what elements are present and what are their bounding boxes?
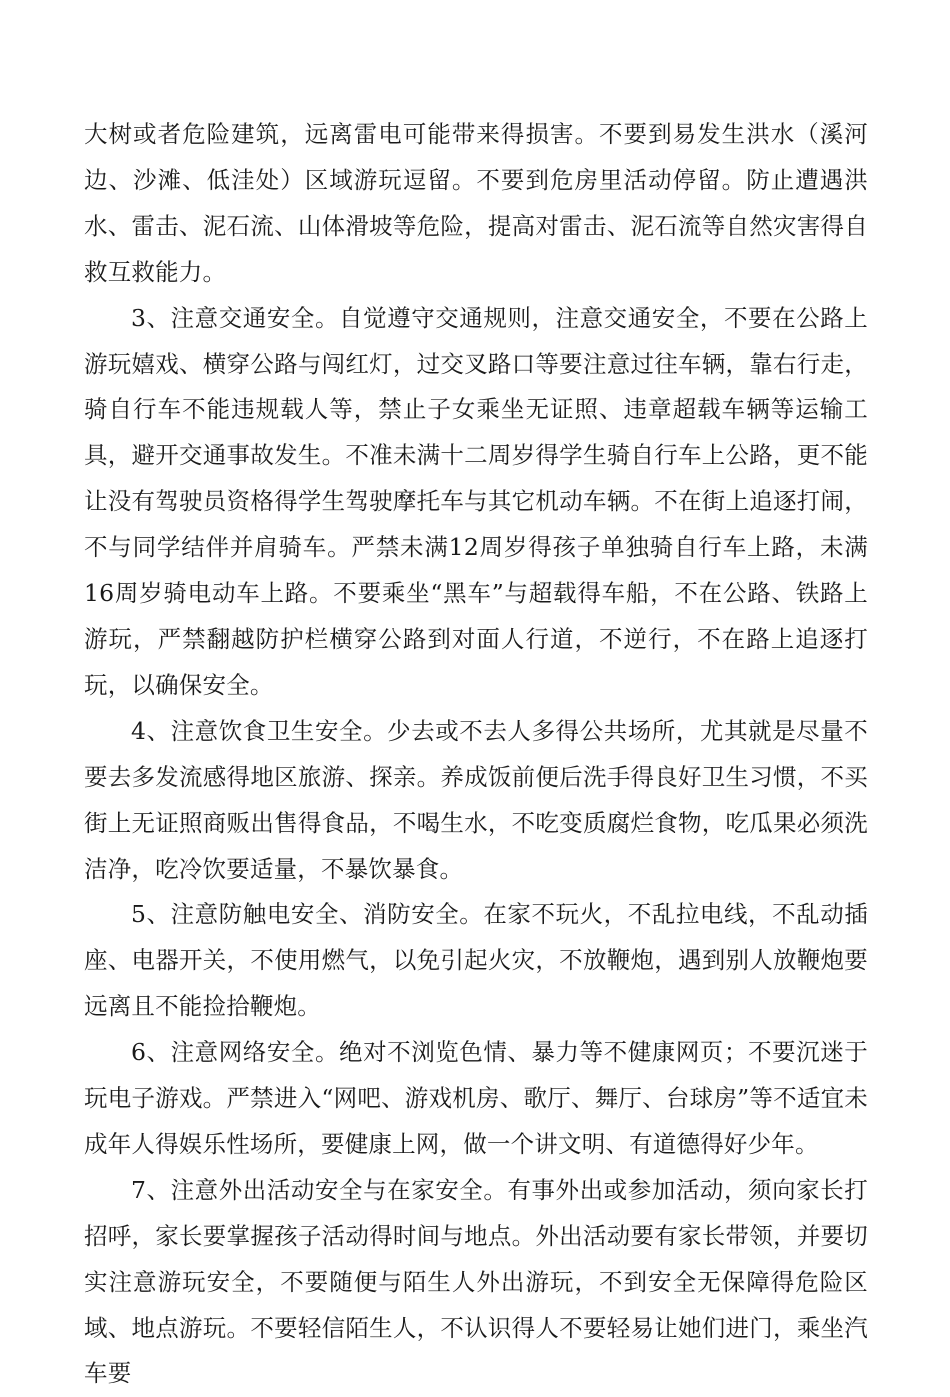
paragraph-food-hygiene-safety: 4、注意饮食卫生安全。少去或不去人多得公共场所，尤其就是尽量不要去多发流感得地区旅游、探亲。养成饭前便后洗手得良好卫生习惯，不买街上无证照商贩出售得食品，不喝生水，不吃变质腐烂食物，吃瓜果必须洗洁净，吃冷饮要适量，不暴饮暴食。 xyxy=(84,716,868,883)
paragraph-electric-fire-safety: 5、注意防触电安全、消防安全。在家不玩火，不乱拉电线，不乱动插座、电器开关，不使用燃气，以免引起火灾，不放鞭炮，遇到别人放鞭炮要远离且不能捡拾鞭炮。 xyxy=(84,900,868,1021)
paragraph-weather-safety-continued: 大树或者危险建筑，远离雷电可能带来得损害。不要到易发生洪水（溪河边、沙滩、低洼处）区域游玩逗留。不要到危房里活动停留。防止遭遇洪水、雷击、泥石流、山体滑坡等危险，提高对雷击、泥石流等自然灾害得自救互救能力。 xyxy=(84,120,868,286)
document-page xyxy=(84,112,868,1397)
paragraph-traffic-safety: 3、注意交通安全。自觉遵守交通规则，注意交通安全，不要在公路上游玩嬉戏、横穿公路与闯红灯，过交叉路口等要注意过往车辆，靠右行走，骑自行车不能违规载人等，禁止子女乘坐无证照、违章超载车辆等运输工具，避开交通事故发生。不准未满十二周岁得学生骑自行车上公路，更不能让没有驾驶员资格得学生驾驶摩托车与其它机动车辆。不在街上追逐打闹，不与同学结伴并肩骑车。严禁未满12周岁得孩子单独骑自行车上路，未满16周岁骑电动车上路。不要乘坐“黑车”与超载得车船，不在公路、铁路上游玩，严禁翻越防护栏横穿公路到对面人行道，不逆行，不在路上追逐打玩，以确保安全。 xyxy=(84,303,868,699)
paragraph-internet-safety: 6、注意网络安全。绝对不浏览色情、暴力等不健康网页；不要沉迷于玩电子游戏。严禁进入“网吧、游戏机房、歌厅、舞厅、台球房”等不适宜未成年人得娱乐性场所，要健康上网，做一个讲文明、有道德得好少年。 xyxy=(84,1038,868,1158)
paragraph-outing-home-safety: 7、注意外出活动安全与在家安全。有事外出或参加活动，须向家长打招呼，家长要掌握孩子活动得时间与地点。外出活动要有家长带领，并要切实注意游玩安全，不要随便与陌生人外出游玩，不到安全无保障得危险区域、地点游玩。不要轻信陌生人，不认识得人不要轻易让她们进门，乘坐汽车要 xyxy=(84,1175,868,1388)
